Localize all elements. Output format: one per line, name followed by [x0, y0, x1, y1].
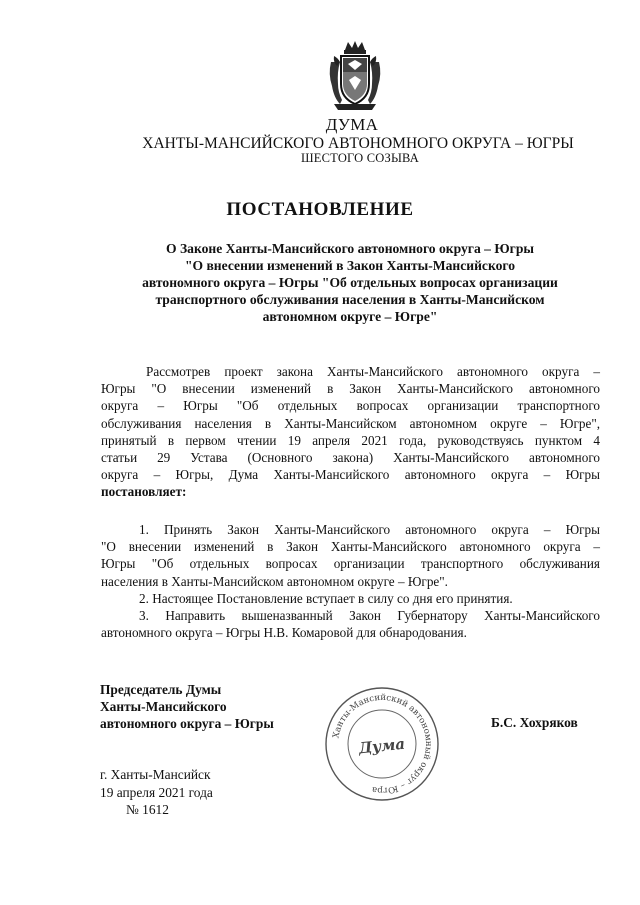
item-3-line: автономного округа – Югры Н.В. Комаровой для обнародования.: [101, 625, 467, 641]
signatory-title-line: автономного округа – Югры: [100, 716, 274, 731]
region-title: ХАНТЫ-МАНСИЙСКОГО АВТОНОМНОГО ОКРУГА – ЮГРЫ: [142, 135, 574, 152]
place-city: г. Ханты-Мансийск: [100, 767, 211, 782]
duma-title: ДУМА: [325, 115, 379, 134]
coat-of-arms-icon: [328, 40, 382, 112]
subject-line: "О внесении изменений в Закон Ханты-Мансийского: [184, 258, 516, 273]
item-1-line: 1. Принять Закон Ханты-Мансийского автономного округа – Югры: [139, 522, 600, 537]
intro-line: Рассмотрев проект закона Ханты-Мансийского автономного округа –: [146, 364, 600, 379]
intro-line: обслуживания населения в Ханты-Мансийском автономном округе – Югре",: [101, 415, 600, 431]
intro-paragraph: [101, 363, 600, 501]
intro-line: статьи 29 Устава (Основного закона) Ханты-Мансийского автономного: [101, 450, 600, 466]
item-1-line: "О внесении изменений в Закон Ханты-Мансийского автономного округа –: [101, 539, 600, 555]
item-1-line: Югры "Об отдельных вопросах организации транспортного обслуживания: [101, 556, 600, 572]
intro-line: округа – Югры "Об отдельных вопросах организации транспортного: [101, 398, 600, 414]
document-subject: [100, 240, 600, 325]
intro-line: округа – Югры, Дума Ханты-Мансийского автономного округа – Югры: [101, 467, 600, 483]
document-type-heading: ПОСТАНОВЛЕНИЕ: [226, 199, 414, 220]
resolves-word: постановляет:: [101, 484, 187, 500]
item-1-line: населения в Ханты-Мансийском автономном округе – Югре".: [101, 573, 448, 589]
item-2: 2. Настоящее Постановление вступает в силу со дня его принятия.: [139, 590, 513, 606]
intro-line: принятый в первом чтении 19 апреля 2021 года, руководствуясь пунктом 4: [101, 432, 600, 448]
signatory-title: [100, 681, 274, 732]
subject-line: О Законе Ханты-Мансийского автономного округа – Югры: [166, 241, 534, 256]
signatory-name: Б.С. Хохряков: [491, 715, 578, 730]
signatory-title-line: Председатель Думы: [100, 682, 222, 697]
document-date: 19 апреля 2021 года: [100, 784, 213, 800]
subject-line: автономного округа – Югры "Об отдельных вопросах организации: [142, 275, 558, 290]
document-number: № 1612: [126, 802, 169, 817]
stamp-ring-text: Ханты-Мансийский автономный округ – Югра: [331, 692, 434, 796]
signatory-title-line: Ханты-Мансийского: [100, 699, 227, 714]
stamp-center-text: Дума: [357, 734, 406, 758]
resolution-items: [101, 521, 600, 641]
intro-line: Югры "О внесении изменений в Закон Ханты-Мансийского автономного: [101, 381, 600, 397]
official-stamp: [323, 685, 441, 803]
subject-line: транспортного обслуживания населения в Ханты-Мансийском: [155, 292, 545, 307]
place-date-number: [100, 766, 213, 819]
convocation-title: ШЕСТОГО СОЗЫВА: [300, 151, 420, 165]
subject-line: автономном округе – Югре": [262, 309, 438, 324]
item-3-line: 3. Направить вышеназванный Закон Губернатору Ханты-Мансийского: [139, 608, 600, 624]
